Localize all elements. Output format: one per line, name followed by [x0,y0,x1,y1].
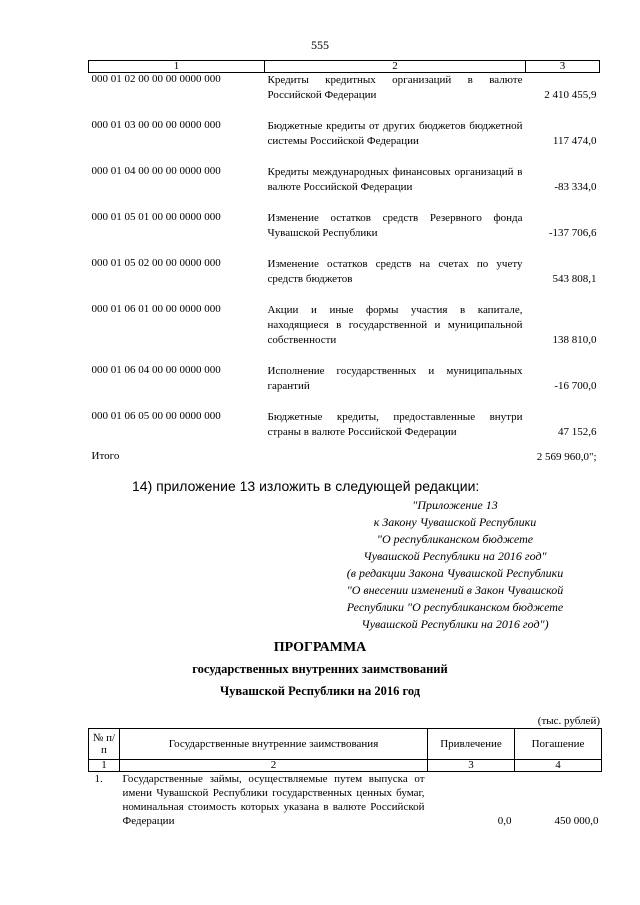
item-name: Кредиты кредитных организаций в валюте Российской Федерации [267,74,523,101]
item-name: Изменение остатков средств на счетах по учету средств бюджетов [267,258,523,285]
column-number-1: 1 [89,61,265,73]
appendix-heading [320,497,590,633]
table-header-row [89,729,602,760]
column-number-2: 2 [265,61,526,73]
repayment-amount: 450 000,0 [554,815,599,827]
item-amount: -137 706,6 [548,227,597,239]
item-name: Бюджетные кредиты от других бюджетов бюджетной системы Российской Федерации [267,120,523,147]
program-subtitle: государственных внутренних заимствований [192,662,448,676]
item-amount: 138 810,0 [552,334,597,346]
column-number-3: 3 [428,760,515,772]
borrowing-program-table [88,728,602,828]
item-amount: -16 700,0 [554,380,597,392]
table-row [89,772,602,829]
item-name: Кредиты международных финансовых организаций в валюте Российской Федерации [267,166,523,193]
table-row [89,364,600,394]
column-number-1: 1 [89,760,120,772]
appendix-line: "О внесении изменений в Закон Чувашской [346,583,564,597]
table-row [89,165,600,195]
program-subtitle-2: Чувашской Республики на 2016 год [219,684,421,698]
appendix-line: (в редакции Закона Чувашской Республики [346,566,564,580]
header-repayment: Погашение [515,729,602,760]
table-row [89,73,600,104]
appendix-line: Чувашской Республики на 2016 год") [361,617,549,631]
page-number: 555 [311,38,329,52]
item-name: Изменение остатков средств Резервного фонда Чувашской Республики [267,212,523,239]
item-amount: 117 474,0 [552,135,597,147]
program-title: ПРОГРАММА [273,640,367,655]
appendix-line: "Приложение 13 [412,498,498,512]
total-row [89,440,600,465]
total-label: Итого [91,450,120,462]
item-amount: 543 808,1 [552,273,597,285]
table-header-row [89,61,600,73]
appendix-line: к Закону Чувашской Республики [373,515,537,529]
budget-code: 000 01 05 01 00 00 0000 000 [91,211,221,223]
item-amount: 47 152,6 [558,426,597,438]
row-number: 1. [94,773,103,785]
item-amount: -83 334,0 [554,181,597,193]
table-row [89,303,600,348]
budget-code: 000 01 06 01 00 00 0000 000 [91,303,221,315]
budget-code: 000 01 05 02 00 00 0000 000 [91,257,221,269]
table-row [89,410,600,440]
appendix-line: "О республиканском бюджете [376,532,534,546]
column-number-2: 2 [120,760,428,772]
sources-table [88,60,600,465]
total-amount: 2 569 960,0"; [536,451,597,463]
table-row [89,211,600,241]
budget-code: 000 01 06 04 00 00 0000 000 [91,364,221,376]
attraction-amount: 0,0 [497,815,512,827]
appendix-line: Чувашской Республики на 2016 год" [363,549,547,563]
borrowing-description: Государственные займы, осуществляемые путем выпуска от имени Чувашской Республики государственных ценных бумаг, номинальная стоимость которых указана в валюте Российской Федерации [122,773,425,827]
item-name: Исполнение государственных и муниципальных гарантий [267,365,523,392]
column-number-row [89,760,602,772]
header-number: № п/п [89,729,120,760]
column-number-3: 3 [526,61,600,73]
table-row [89,257,600,287]
header-borrowings: Государственные внутренние заимствования [120,729,428,760]
table-row [89,119,600,149]
appendix-line: Республики "О республиканском бюджете [346,600,564,614]
budget-code: 000 01 03 00 00 00 0000 000 [91,119,221,131]
column-number-4: 4 [515,760,602,772]
budget-code: 000 01 04 00 00 00 0000 000 [91,165,221,177]
item-name: Акции и иные формы участия в капитале, находящиеся в государственной и муниципальной собственности [267,304,523,346]
item-amount: 2 410 455,9 [544,89,597,101]
budget-code: 000 01 02 00 00 00 0000 000 [91,73,221,85]
units-note: (тыс. рублей) [537,715,600,727]
header-attraction: Привлечение [428,729,515,760]
amendment-instruction: 14) приложение 13 изложить в следующей редакции: [132,478,480,494]
budget-code: 000 01 06 05 00 00 0000 000 [91,410,221,422]
item-name: Бюджетные кредиты, предоставленные внутри страны в валюте Российской Федерации [267,411,523,438]
